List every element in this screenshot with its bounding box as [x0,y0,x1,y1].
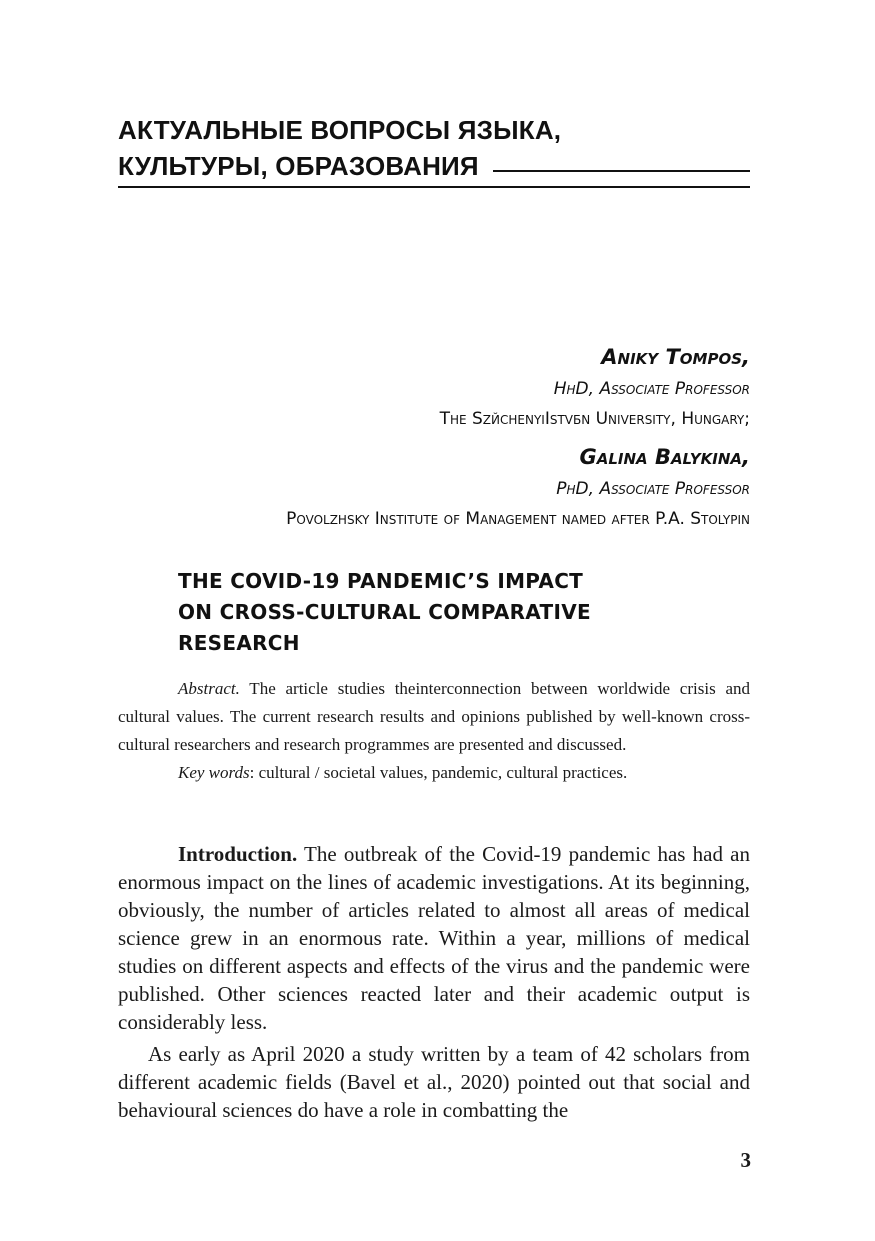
abstract-text: The article studies theinterconnection between worldwide crisis and cultural values. The current research results and opinions published by well-known cross-cultural researchers and research programmes are presented and discussed. [118,679,750,754]
introduction-paragraph-1 [118,840,750,1036]
article-title [178,566,678,659]
abstract-label: Abstract. [178,679,240,698]
author-degree: PhD, Associate Professor [556,479,750,499]
article-title-line3: RESEARCH [178,631,300,655]
keywords-paragraph [118,759,750,787]
section-header-line2-row [118,148,750,184]
header-inline-rule [493,170,750,172]
introduction-text-1: The outbreak of the Covid-19 pandemic has had an enormous impact on the lines of academic investigations. At its beginning, obviously, the number of articles related to almost all areas of medical science grew in an enormous rate. Within a year, millions of medical studies on different aspects and effects of the virus and the pandemic were published. Other sciences reacted later and their academic output is considerably less. [118,842,750,1034]
section-header-line1: АКТУАЛЬНЫЕ ВОПРОСЫ ЯЗЫКА, [118,115,562,145]
article-title-line1: THE COVID-19 PANDEMIC’S IMPACT [178,569,584,593]
authors-block [286,340,750,534]
abstract-paragraph [118,675,750,759]
section-header-line2: КУЛЬТУРЫ, ОБРАЗОВАНИЯ [118,151,479,181]
body-text [118,840,750,1124]
introduction-label: Introduction. [178,842,298,866]
section-header [118,112,750,184]
author-institution: The SzйchenyiIstvбn University, Hungary; [439,409,750,429]
author-degree: HhD, Associate Professor [553,379,750,399]
keywords-label: Key words [178,763,250,782]
author-institution: Povolzhsky Institute of Management named after P.A. Stolypin [286,509,750,529]
keywords-text: : cultural / societal values, pandemic, cultural practices. [249,763,628,782]
abstract-block [118,675,750,787]
page-number: 3 [740,1148,751,1172]
article-title-line2: ON CROSS-CULTURAL COMPARATIVE [178,600,591,624]
author-name: Aniky Tompos, [601,345,750,369]
author-name: Galina Balykina, [579,445,750,469]
introduction-paragraph-2: As early as April 2020 a study written by a team of 42 scholars from different academic fields (Bavel et al., 2020) pointed out that social and behavioural sciences do have a role in combatting the [118,1042,750,1122]
header-rule [118,186,750,188]
